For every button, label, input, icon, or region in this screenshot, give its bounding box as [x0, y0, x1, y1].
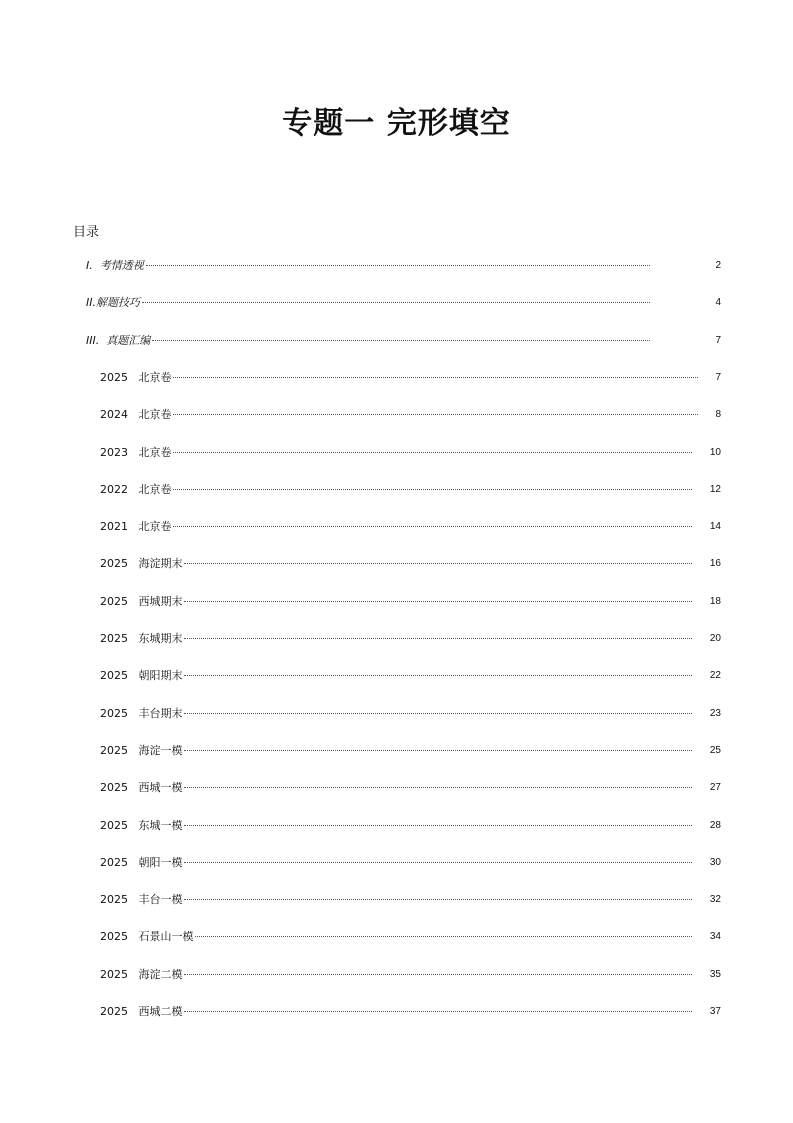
toc-dot-leader: [184, 899, 692, 900]
toc-entry-label: 2024 北京卷: [100, 408, 172, 421]
toc-dot-leader: [152, 340, 650, 341]
toc-entry-page-number: 34: [709, 931, 721, 942]
toc-entry-label: 2025 东城期末: [100, 632, 183, 645]
toc-entry[interactable]: [100, 370, 700, 386]
toc-dot-leader: [184, 974, 692, 975]
toc-entry[interactable]: [100, 967, 694, 983]
toc-entry-page-number: 20: [709, 633, 721, 644]
toc-dot-leader: [195, 936, 692, 937]
toc-dot-leader: [173, 377, 698, 378]
toc-entry-page-number: 16: [709, 558, 721, 569]
toc-entry[interactable]: [100, 743, 694, 759]
toc-entry[interactable]: [100, 706, 694, 722]
toc-entry[interactable]: [100, 445, 694, 461]
toc-entry[interactable]: [100, 855, 694, 871]
toc-entry[interactable]: [100, 668, 694, 684]
toc-entry-label: III. 真题汇编: [86, 334, 151, 347]
toc-entry-label: 2025 朝阳期末: [100, 669, 183, 682]
toc-entry[interactable]: [100, 780, 694, 796]
toc-entry-label: 2025 石景山一模: [100, 930, 194, 943]
toc-entry-page-number: 2: [715, 260, 721, 271]
toc-dot-leader: [184, 675, 692, 676]
toc-entry[interactable]: [100, 818, 694, 834]
toc-entry-label: 2025 西城一模: [100, 781, 183, 794]
toc-entry-label: 2025 北京卷: [100, 371, 172, 384]
toc-entry-label: 2022 北京卷: [100, 483, 172, 496]
toc-entry-label: 2023 北京卷: [100, 446, 172, 459]
toc-dot-leader: [173, 414, 698, 415]
toc-entry-page-number: 25: [709, 745, 721, 756]
toc-entry[interactable]: [86, 333, 652, 349]
toc-dot-leader: [184, 713, 692, 714]
toc-dot-leader: [184, 750, 692, 751]
toc-entry-page-number: 4: [715, 297, 721, 308]
toc-entry[interactable]: [100, 556, 694, 572]
toc-dot-leader: [184, 862, 692, 863]
toc-dot-leader: [184, 825, 692, 826]
toc-entry[interactable]: [100, 519, 694, 535]
toc-dot-leader: [173, 489, 692, 490]
toc-entry-page-number: 7: [715, 335, 721, 346]
toc-entry-label: 2025 西城二模: [100, 1005, 183, 1018]
toc-dot-leader: [184, 1011, 692, 1012]
toc-entry-page-number: 12: [709, 484, 721, 495]
toc-dot-leader: [142, 302, 650, 303]
toc-entry-page-number: 27: [709, 782, 721, 793]
page-title: 专题一 完形填空: [282, 106, 511, 141]
toc-entry-label: 2025 西城期末: [100, 595, 183, 608]
toc-entry-label: 2025 海淀一模: [100, 744, 183, 757]
toc-entry[interactable]: [100, 892, 694, 908]
toc-entry-page-number: 28: [709, 820, 721, 831]
toc-dot-leader: [184, 563, 692, 564]
toc-entry-label: 2025 朝阳一模: [100, 856, 183, 869]
toc-entry-label: 2025 海淀二模: [100, 968, 183, 981]
toc-entry[interactable]: [100, 594, 694, 610]
toc-entry[interactable]: [100, 631, 694, 647]
toc-entry-page-number: 35: [709, 969, 721, 980]
toc-dot-leader: [146, 265, 650, 266]
toc-entry-page-number: 23: [709, 708, 721, 719]
toc-dot-leader: [184, 601, 692, 602]
toc-entry-page-number: 37: [709, 1006, 721, 1017]
toc-entry-page-number: 14: [709, 521, 721, 532]
toc-heading: 目录: [73, 225, 100, 240]
toc-entry[interactable]: [100, 482, 694, 498]
toc-entry[interactable]: [86, 258, 652, 274]
toc-entry[interactable]: [100, 1004, 694, 1020]
toc-dot-leader: [184, 638, 692, 639]
toc-entry-label: 2025 丰台期末: [100, 707, 183, 720]
toc-entry[interactable]: [100, 407, 700, 423]
toc-entry-page-number: 18: [709, 596, 721, 607]
toc-entry-page-number: 7: [715, 372, 721, 383]
toc-entry-page-number: 30: [709, 857, 721, 868]
toc-entry-page-number: 22: [709, 670, 721, 681]
toc-entry[interactable]: [100, 929, 694, 945]
toc-dot-leader: [173, 452, 692, 453]
toc-entry[interactable]: [86, 295, 652, 311]
toc-entry-label: 2021 北京卷: [100, 520, 172, 533]
toc-dot-leader: [184, 787, 692, 788]
toc-entry-label: 2025 海淀期末: [100, 557, 183, 570]
toc-dot-leader: [173, 526, 692, 527]
toc-entry-label: I. 考情透视: [86, 259, 144, 272]
toc-entry-page-number: 10: [709, 447, 721, 458]
toc-entry-page-number: 32: [709, 894, 721, 905]
toc-entry-label: 2025 丰台一模: [100, 893, 183, 906]
toc-entry-page-number: 8: [715, 409, 721, 420]
toc-entry-label: II.解题技巧: [86, 296, 140, 309]
toc-entry-label: 2025 东城一模: [100, 819, 183, 832]
